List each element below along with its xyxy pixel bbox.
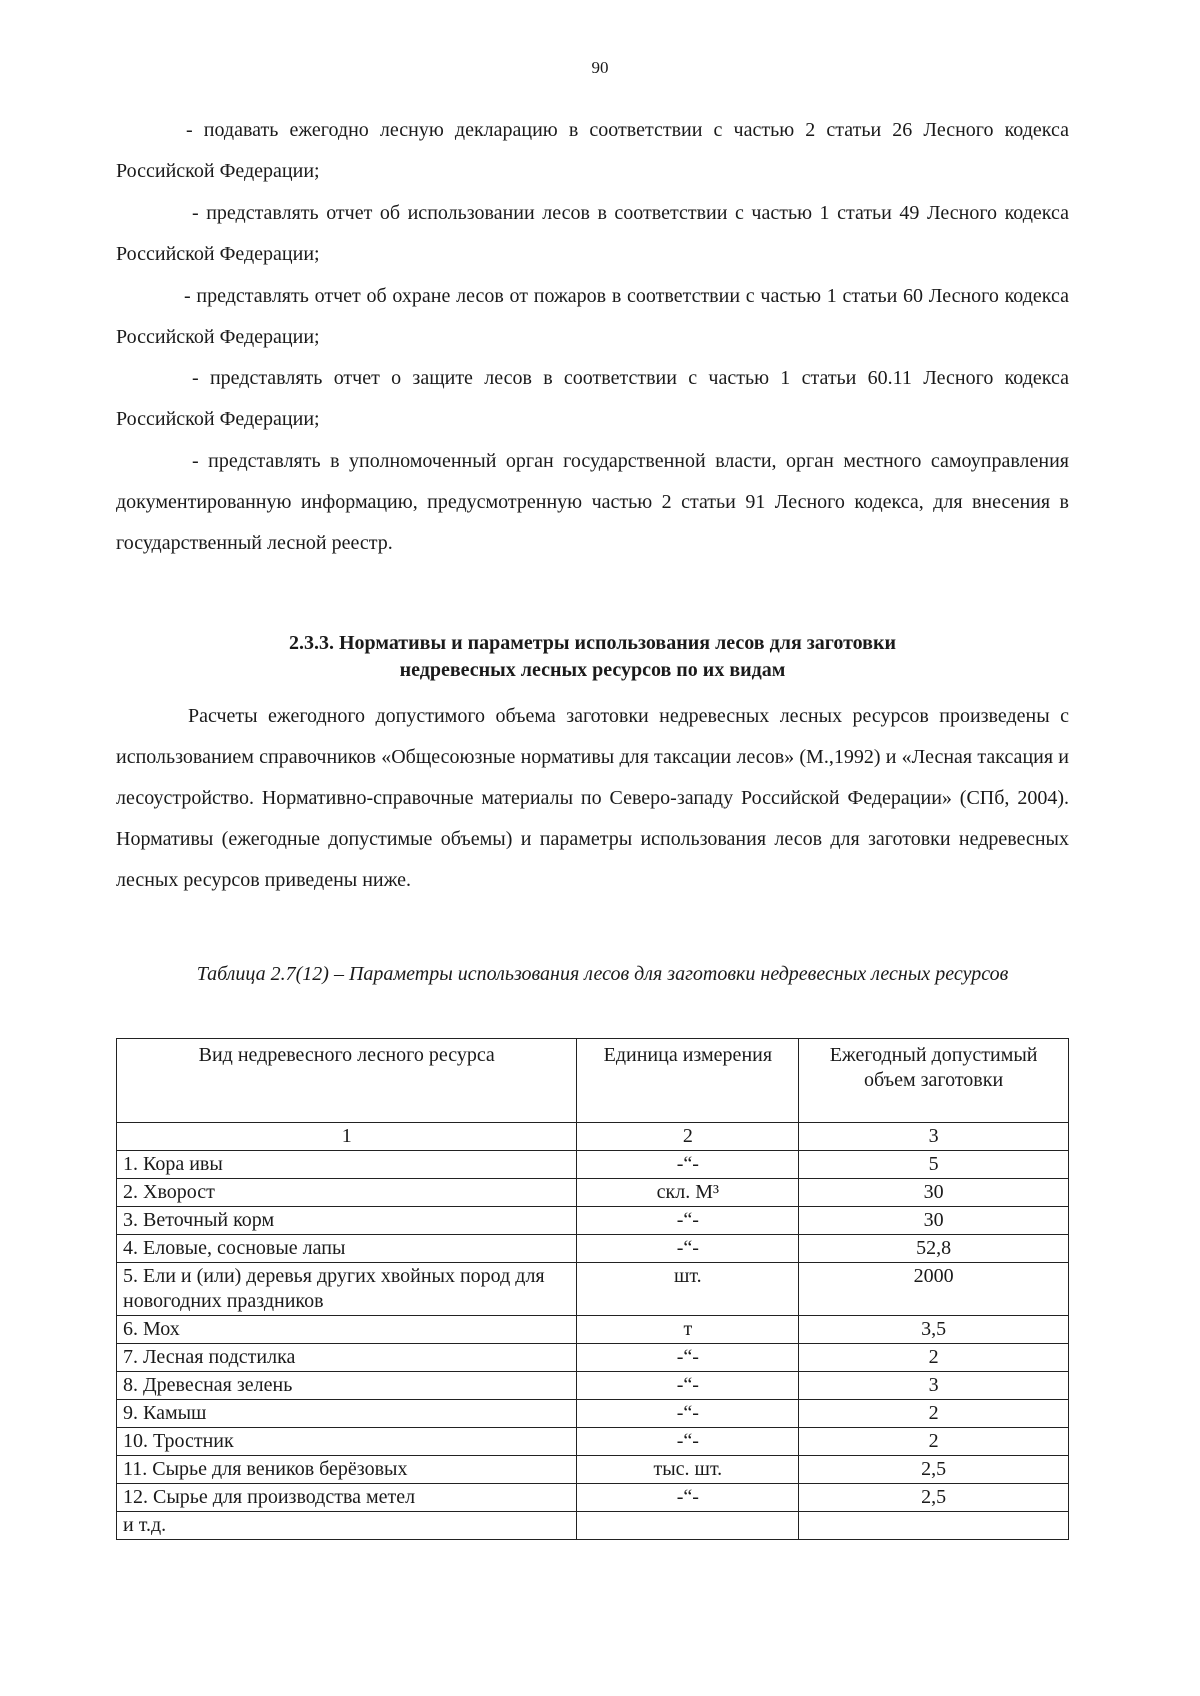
unit-cell: -“- [577, 1344, 799, 1372]
resource-cell: 4. Еловые, сосновые лапы [117, 1235, 577, 1263]
header-unit: Единица измерения [577, 1039, 799, 1123]
unit-cell: -“- [577, 1428, 799, 1456]
unit-cell: шт. [577, 1263, 799, 1316]
unit-cell: -“- [577, 1372, 799, 1400]
resource-cell: 8. Древесная зелень [117, 1372, 577, 1400]
table-row [117, 1428, 1069, 1456]
table-row [117, 1372, 1069, 1400]
unit-cell: скл. М³ [577, 1179, 799, 1207]
paragraph-forest-use-report: - представлять отчет об использовании лесов в соответствии с частью 1 статьи 49 Лесного кодекса Российской Федерации; [116, 202, 1069, 265]
paragraph-fire-protection-report: - представлять отчет об охране лесов от пожаров в соответствии с частью 1 статьи 60 Лесного кодекса Российской Федерации; [116, 285, 1069, 348]
paragraph-forest-declaration: - подавать ежегодно лесную декларацию в соответствии с частью 2 статьи 26 Лесного кодекса Российской Федерации; [116, 119, 1069, 182]
resource-cell: 7. Лесная подстилка [117, 1344, 577, 1372]
unit-cell [577, 1512, 799, 1540]
resource-cell: 2. Хворост [117, 1179, 577, 1207]
resource-cell: 12. Сырье для производства метел [117, 1484, 577, 1512]
volume-cell: 2000 [799, 1263, 1069, 1316]
paragraph-state-registry-info: - представлять в уполномоченный орган государственной власти, орган местного самоуправления документированную информацию, предусмотренную частью 2 статьи 91 Лесного кодекса, для внесения в государственный лесной реестр. [116, 450, 1069, 554]
table-header-row [117, 1039, 1069, 1123]
volume-cell: 2,5 [799, 1456, 1069, 1484]
section-heading-line-1: 2.3.3. Нормативы и параметры использования лесов для заготовки [288, 632, 897, 654]
page-number: 90 [591, 58, 609, 77]
table-row [117, 1316, 1069, 1344]
column-number: 2 [577, 1123, 799, 1151]
resource-cell: 9. Камыш [117, 1400, 577, 1428]
volume-cell: 2,5 [799, 1484, 1069, 1512]
column-number: 1 [117, 1123, 577, 1151]
non-timber-resources-table [116, 1038, 1069, 1540]
table-caption: Таблица 2.7(12) – Параметры использования лесов для заготовки недревесных лесных ресурсов [196, 963, 1009, 985]
volume-cell: 2 [799, 1400, 1069, 1428]
table-row [117, 1207, 1069, 1235]
volume-cell: 30 [799, 1179, 1069, 1207]
table-row [117, 1235, 1069, 1263]
table-row [117, 1344, 1069, 1372]
table-row [117, 1151, 1069, 1179]
resource-cell: 1. Кора ивы [117, 1151, 577, 1179]
volume-cell: 3,5 [799, 1316, 1069, 1344]
section-body: Расчеты ежегодного допустимого объема заготовки недревесных лесных ресурсов произведены с использованием справочников «Общесоюзные нормативы для таксации лесов» (М.,1992) и «Лесная таксация и лесоустройство. Нормативно-справочные материалы по Северо-западу Российской Федерации» (СПб, 2004). Нормативы (ежегодные допустимые объемы) и параметры использования лесов для заготовки недревесных лесных ресурсов приведены ниже. [116, 705, 1069, 891]
volume-cell: 30 [799, 1207, 1069, 1235]
resource-cell: 6. Мох [117, 1316, 577, 1344]
volume-cell: 52,8 [799, 1235, 1069, 1263]
resource-cell: 5. Ели и (или) деревья других хвойных пород для новогодних праздников [117, 1263, 577, 1316]
paragraph-forest-protection-report: - представлять отчет о защите лесов в соответствии с частью 1 статьи 60.11 Лесного кодекса Российской Федерации; [116, 367, 1069, 430]
table-row [117, 1512, 1069, 1540]
table-row [117, 1400, 1069, 1428]
column-number: 3 [799, 1123, 1069, 1151]
section-heading [116, 630, 1069, 684]
table-row [117, 1484, 1069, 1512]
volume-cell: 2 [799, 1344, 1069, 1372]
column-number-row [117, 1123, 1069, 1151]
volume-cell: 5 [799, 1151, 1069, 1179]
resource-cell: 10. Тростник [117, 1428, 577, 1456]
resource-cell: 3. Веточный корм [117, 1207, 577, 1235]
table-row [117, 1456, 1069, 1484]
volume-cell: 3 [799, 1372, 1069, 1400]
table-row [117, 1179, 1069, 1207]
unit-cell: -“- [577, 1151, 799, 1179]
header-annual-volume: Ежегодный допустимый объем заготовки [799, 1039, 1069, 1123]
unit-cell: -“- [577, 1207, 799, 1235]
table-row [117, 1263, 1069, 1316]
resource-cell: и т.д. [117, 1512, 577, 1540]
unit-cell: -“- [577, 1235, 799, 1263]
unit-cell: -“- [577, 1484, 799, 1512]
unit-cell: -“- [577, 1400, 799, 1428]
unit-cell: тыс. шт. [577, 1456, 799, 1484]
unit-cell: т [577, 1316, 799, 1344]
volume-cell: 2 [799, 1428, 1069, 1456]
resource-cell: 11. Сырье для веников берёзовых [117, 1456, 577, 1484]
header-resource-type: Вид недревесного лесного ресурса [117, 1039, 577, 1123]
section-heading-line-2: недревесных лесных ресурсов по их видам [399, 659, 786, 681]
volume-cell [799, 1512, 1069, 1540]
